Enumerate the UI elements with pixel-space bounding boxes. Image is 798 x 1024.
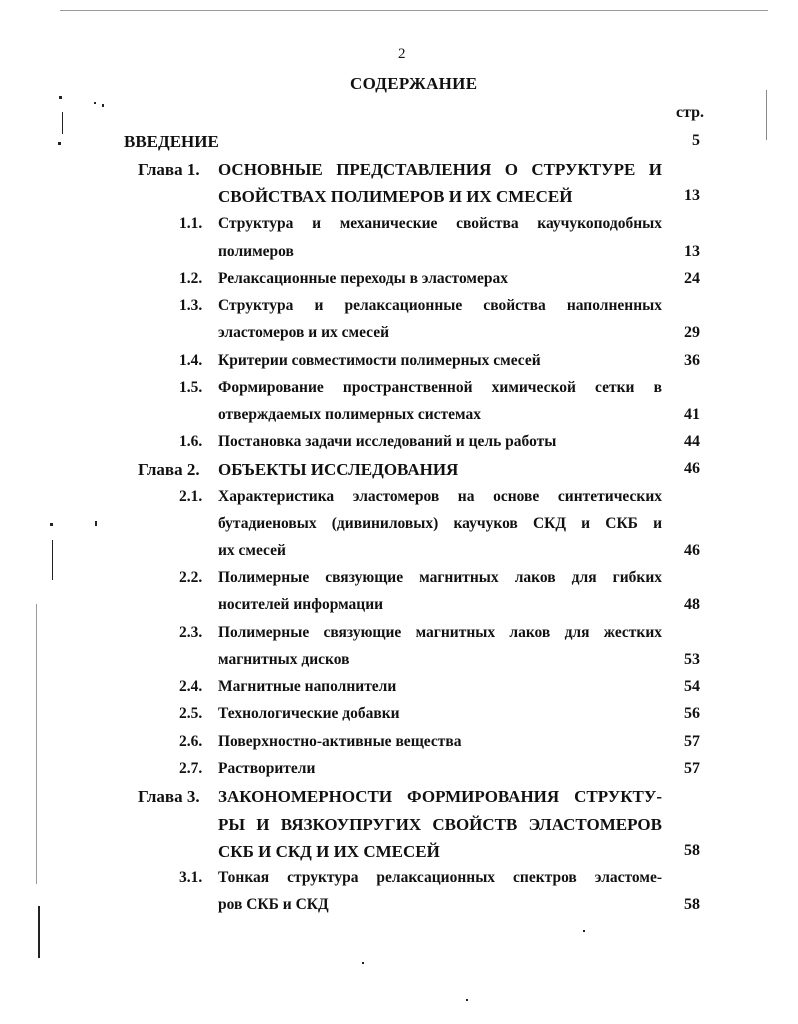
chapter-label: Глава 2. <box>138 460 200 479</box>
section-title-line: Постановка задачи исследований и цель работы <box>218 433 557 450</box>
chapter-title-line: РЫ И ВЯЗКОУПРУГИХ СВОЙСТВ ЭЛАСТОМЕРОВ <box>218 815 662 834</box>
scan-speck <box>95 521 97 526</box>
scan-speck <box>59 96 62 99</box>
section-page: 36 <box>684 352 700 369</box>
section-title-line: Критерии совместимости полимерных смесей <box>218 352 541 369</box>
section-title-line: Полимерные связующие магнитных лаков для жестких <box>218 624 662 641</box>
section-page: 58 <box>684 896 700 913</box>
section-page: 56 <box>684 705 700 722</box>
section-page: 24 <box>684 270 700 287</box>
page-number: 2 <box>398 46 406 62</box>
intro-label: ВВЕДЕНИЕ <box>124 132 219 151</box>
section-page: 54 <box>684 678 700 695</box>
section-number: 2.2. <box>179 569 203 586</box>
section-title-line: эластомеров и их смесей <box>218 324 390 341</box>
chapter-title-line: ОБЪЕКТЫ ИССЛЕДОВАНИЯ <box>218 460 459 479</box>
page-title: СОДЕРЖАНИЕ <box>350 74 478 93</box>
scan-speck <box>58 142 61 145</box>
section-title-line: Поверхностно-активные вещества <box>218 733 462 750</box>
chapter-label: Глава 3. <box>138 787 200 806</box>
section-title-line: отверждаемых полимерных системах <box>218 406 481 423</box>
scan-speck <box>62 112 63 134</box>
section-number: 1.3. <box>179 297 203 314</box>
section-page: 44 <box>684 433 700 450</box>
section-title-line: носителей информации <box>218 596 384 613</box>
section-title-line: Магнитные наполнители <box>218 678 397 695</box>
chapter-page: 13 <box>684 187 700 204</box>
scan-edge-line <box>36 604 37 884</box>
section-title-line: Структура и механические свойства каучукоподобных <box>218 215 662 232</box>
scan-speck <box>52 540 53 580</box>
section-number: 2.3. <box>179 624 203 641</box>
section-number: 1.5. <box>179 379 203 396</box>
section-number: 1.4. <box>179 352 203 369</box>
section-number: 2.6. <box>179 733 203 750</box>
section-number: 1.2. <box>179 270 203 287</box>
intro-page: 5 <box>692 132 700 149</box>
chapter-title-line: СВОЙСТВАХ ПОЛИМЕРОВ И ИХ СМЕСЕЙ <box>218 187 573 206</box>
page-column-header: стр. <box>676 104 705 121</box>
section-title-line: магнитных дисков <box>218 651 350 668</box>
chapter-page: 58 <box>684 842 700 859</box>
section-number: 1.1. <box>179 215 203 232</box>
section-title-line: Релаксационные переходы в эластомерах <box>218 270 508 287</box>
section-number: 1.6. <box>179 433 203 450</box>
section-number: 2.4. <box>179 678 203 695</box>
section-page: 29 <box>684 324 700 341</box>
chapter-title-line: СКБ И СКД И ИХ СМЕСЕЙ <box>218 842 440 861</box>
section-title-line: Характеристика эластомеров на основе синтетических <box>218 488 662 505</box>
section-title-line: их смесей <box>218 542 286 559</box>
section-title-line: Тонкая структура релаксационных спектров эластоме- <box>218 869 662 886</box>
scan-speck <box>583 930 585 932</box>
scan-edge-line <box>766 90 767 140</box>
section-title-line: Растворители <box>218 760 316 777</box>
section-page: 46 <box>684 542 700 559</box>
section-page: 41 <box>684 406 700 423</box>
section-title-line: Структура и релаксационные свойства наполненных <box>218 297 662 314</box>
section-number: 2.7. <box>179 760 203 777</box>
section-number: 2.5. <box>179 705 203 722</box>
scan-speck <box>102 104 104 107</box>
scan-speck <box>94 102 96 104</box>
section-page: 53 <box>684 651 700 668</box>
section-title-line: Формирование пространственной химической сетки в <box>218 379 662 396</box>
section-title-line: Полимерные связующие магнитных лаков для гибких <box>218 569 662 586</box>
scan-speck <box>466 999 468 1001</box>
section-title-line: полимеров <box>218 243 294 260</box>
chapter-title-line: ЗАКОНОМЕРНОСТИ ФОРМИРОВАНИЯ СТРУКТУ- <box>218 787 662 806</box>
scan-speck <box>362 962 364 964</box>
section-number: 2.1. <box>179 488 203 505</box>
scan-speck <box>38 906 40 958</box>
section-page: 57 <box>684 760 700 777</box>
scan-speck <box>50 523 53 526</box>
section-page: 48 <box>684 596 700 613</box>
section-page: 57 <box>684 733 700 750</box>
chapter-title-line: ОСНОВНЫЕ ПРЕДСТАВЛЕНИЯ О СТРУКТУРЕ И <box>218 160 662 179</box>
section-title-line: ров СКБ и СКД <box>218 896 329 913</box>
chapter-page: 46 <box>684 460 700 477</box>
section-number: 3.1. <box>179 869 203 886</box>
section-page: 13 <box>684 243 700 260</box>
section-title-line: бутадиеновых (дивиниловых) каучуков СКД и СКБ и <box>218 515 662 532</box>
section-title-line: Технологические добавки <box>218 705 400 722</box>
chapter-label: Глава 1. <box>138 160 200 179</box>
scan-edge-line <box>60 10 768 11</box>
